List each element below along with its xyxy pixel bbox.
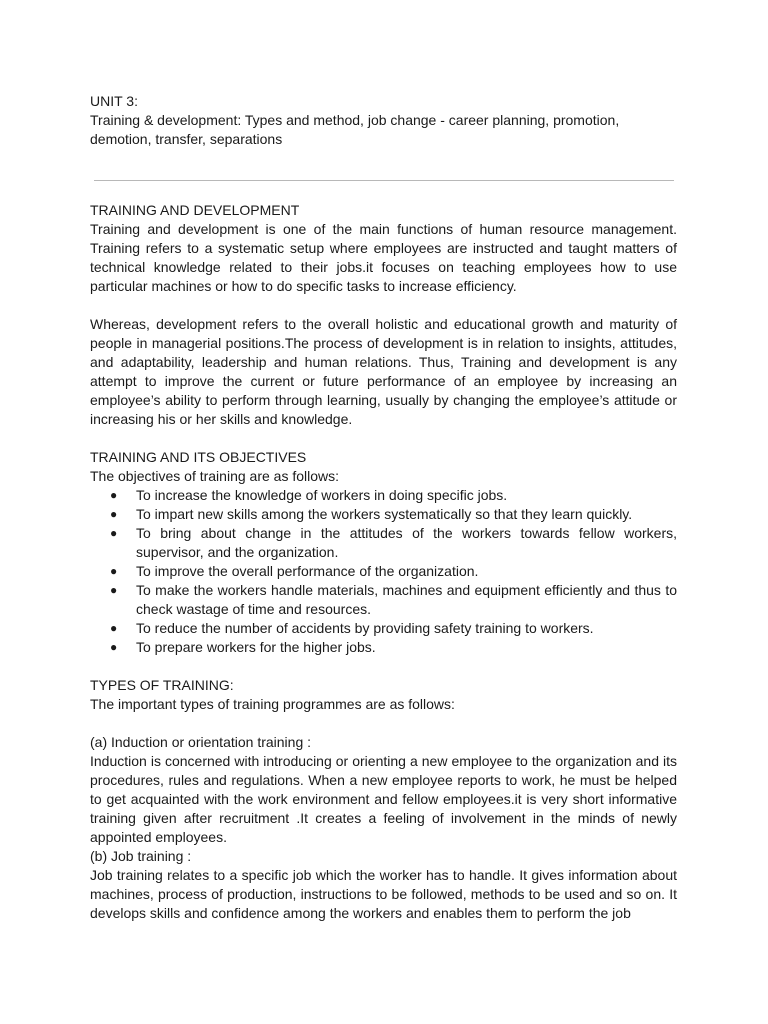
section-heading-objectives: TRAINING AND ITS OBJECTIVES — [90, 449, 307, 465]
list-item: ● To improve the overall performance of the organization. — [110, 563, 479, 579]
unit-heading: UNIT 3: — [90, 93, 138, 109]
objectives-list — [90, 486, 677, 657]
paragraph-induction-training: Induction is concerned with introducing or orienting a new employee to the organization and its procedures, rules and regulations. When a new employee reports to work, he must be helped to get acquainted with the work environment and fellow employees.it is very short informative training given after recruitment .It creates a feeling of involvement in the minds of newly appointed employees. — [90, 753, 677, 845]
subheading-job-training: (b) Job training : — [90, 848, 192, 864]
bullet-icon: ● — [110, 621, 118, 635]
paragraph-job-training: Job training relates to a specific job which the worker has to handle. It gives information about machines, process of production, instructions to be followed, methods to be used and so on. It develops skills and confidence among the workers and enables them to perform the job — [90, 867, 677, 921]
section-heading-training-development: TRAINING AND DEVELOPMENT — [90, 202, 300, 218]
paragraph-training-definition: Training and development is one of the main functions of human resource management. Training refers to a systematic setup where employees are instructed and taught matters of technical knowledge related to their jobs.it focuses on teaching employees how to use particular machines or how to do specific tasks to increase efficiency. — [90, 221, 677, 294]
paragraph-development-definition: Whereas, development refers to the overall holistic and educational growth and maturity of people in managerial positions.The process of development is in relation to insights, attitudes, and adaptability, leadership and human relations. Thus, Training and development is any attempt to improve the current or future performance of an employee by increasing an employee’s ability to perform through learning, usually by changing the employee’s attitude or increasing his or her skills and knowledge. — [90, 316, 677, 427]
list-item: ● To increase the knowledge of workers in doing specific jobs. — [110, 487, 508, 503]
bullet-icon: ● — [110, 507, 118, 521]
subheading-induction-training: (a) Induction or orientation training : — [90, 734, 312, 750]
bullet-icon: ● — [110, 640, 118, 654]
horizontal-divider — [94, 180, 674, 181]
list-item: ● To bring about change in the attitudes of the workers towards fellow workers, supervisor, and the organization. — [110, 525, 677, 560]
types-intro: The important types of training programmes are as follows: — [90, 696, 455, 712]
list-item: ● To impart new skills among the workers systematically so that they learn quickly. — [110, 506, 633, 522]
bullet-icon: ● — [110, 526, 118, 540]
unit-subtitle: Training & development: Types and method, job change - career planning, promotion, demotion, transfer, separations — [90, 112, 620, 147]
bullet-icon: ● — [110, 488, 118, 502]
document-page — [90, 92, 677, 923]
bullet-icon: ● — [110, 583, 118, 597]
list-item: ● To reduce the number of accidents by providing safety training to workers. — [110, 620, 594, 636]
objectives-intro: The objectives of training are as follows: — [90, 468, 340, 484]
bullet-icon: ● — [110, 564, 118, 578]
list-item: ● To make the workers handle materials, machines and equipment efficiently and thus to check wastage of time and resources. — [110, 582, 677, 617]
section-heading-types: TYPES OF TRAINING: — [90, 677, 234, 693]
list-item: ● To prepare workers for the higher jobs. — [110, 639, 376, 655]
